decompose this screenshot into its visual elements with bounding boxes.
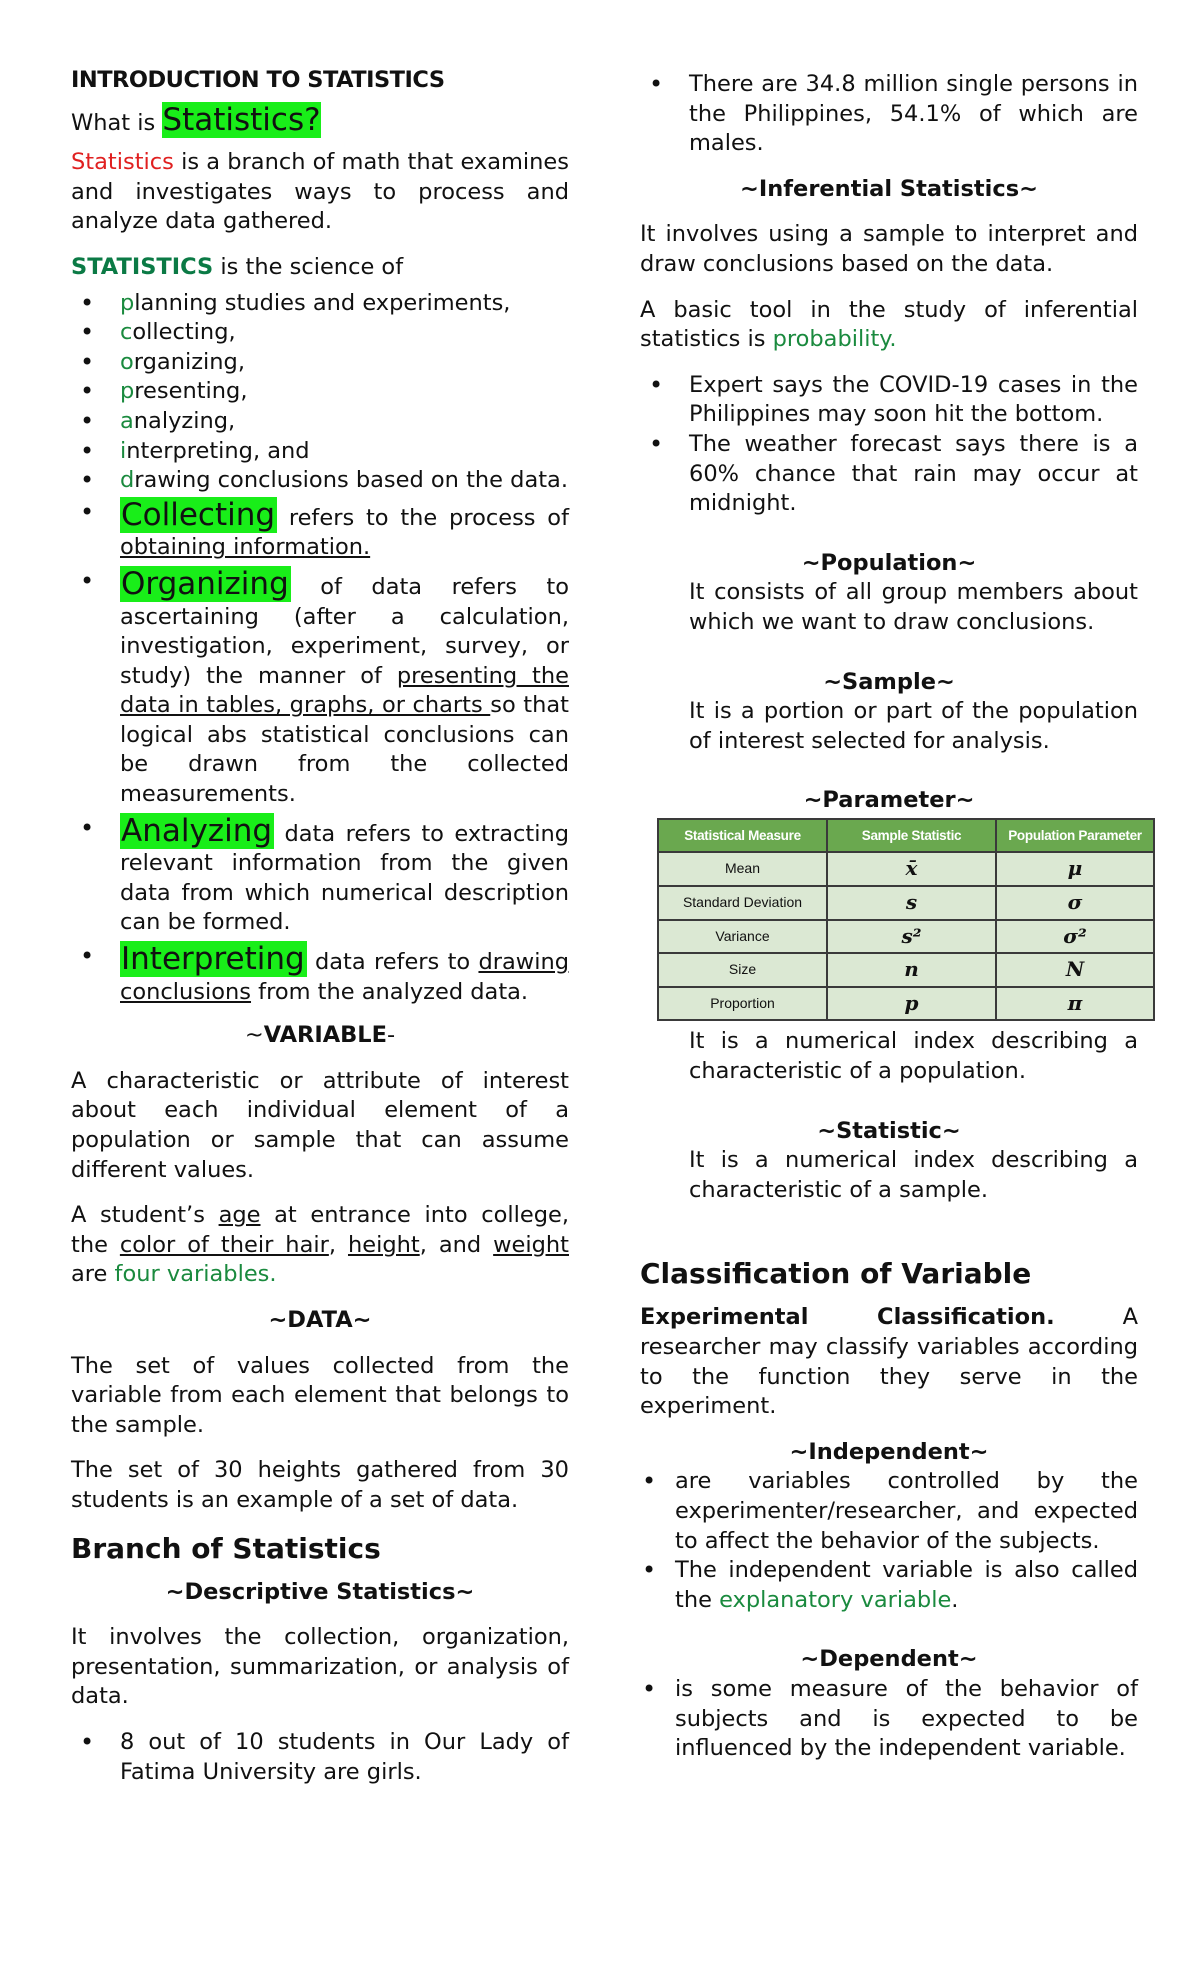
data-example: The set of 30 heights gathered from 30 students is an example of a set of data. [71, 1457, 569, 1513]
table-cell: p [827, 987, 996, 1021]
interpreting-item [71, 942, 569, 1007]
document-title: INTRODUCTION TO STATISTICS [71, 67, 445, 93]
item-text: ollecting, [132, 319, 236, 346]
list-item: • The weather forecast says there is a 60% chance that rain may occur at midnight. [640, 430, 1138, 519]
table-row [658, 886, 1154, 920]
interpreting-text: data refers to [306, 949, 479, 976]
what-is-line [71, 101, 569, 139]
example-text: , and [419, 1231, 494, 1258]
list-item: • Expert says the COVID-19 cases in the Philippines may soon hit the bottom. [640, 371, 1138, 430]
collecting-item [71, 498, 569, 563]
header-statistical-measure: Statistical Measure [658, 819, 827, 853]
variable-definition: A characteristic or attribute of interest about each individual element of a population or sample that can assume different values. [71, 1067, 569, 1183]
population-heading: ~Population~ [801, 549, 977, 576]
inferential-heading: ~Inferential Statistics~ [740, 175, 1038, 202]
heading-prefix: ~ [244, 1022, 264, 1049]
experimental-classification [640, 1303, 1138, 1421]
independent-also-text: The independent variable is also called the [675, 1557, 1138, 1613]
dependent-list [640, 1675, 1138, 1764]
table-cell: μ [996, 852, 1154, 886]
organizing-term: Organizing [121, 565, 289, 602]
example-text: at entrance into college, the [71, 1202, 569, 1258]
sample-heading: ~Sample~ [823, 668, 955, 695]
experimental-bold: Experimental Classification. [640, 1304, 1055, 1331]
table-cell: Variance [658, 920, 827, 954]
inferential-tool-green: probability. [772, 326, 897, 353]
list-item [71, 377, 569, 407]
table-cell: N [996, 953, 1154, 987]
branch-heading: Branch of Statistics [71, 1531, 381, 1565]
example-color: color of their hair [119, 1231, 329, 1258]
table-cell: π [996, 987, 1154, 1021]
initial-letter: o [120, 348, 134, 375]
population-text: It consists of all group members about which we want to draw conclusions. [689, 579, 1138, 635]
example-height: height [347, 1231, 420, 1258]
organizing-text: of data refers to ascertaining (after a calculation, investigation, experiment, survey, or study) the manner of [120, 573, 569, 689]
table-cell: s² [827, 920, 996, 954]
heading-suffix: - [387, 1022, 396, 1049]
what-is-prefix: What is [71, 109, 163, 136]
table-row [658, 987, 1154, 1021]
example-green: four variables. [114, 1261, 277, 1288]
what-is-highlight: Statistics? [162, 101, 321, 138]
header-population-parameter: Population Parameter [996, 819, 1154, 853]
parameter-heading: ~Parameter~ [803, 787, 975, 814]
header-sample-statistic: Sample Statistic [827, 819, 996, 853]
inferential-text: It involves using a sample to interpret and draw conclusions based on the data. [640, 221, 1138, 277]
experimental-text: A researcher may classify variables according to the function they serve in the experiment. [640, 1304, 1138, 1420]
statistics-term: Statistics [71, 149, 174, 176]
sample-text: It is a portion or part of the population of interest selected for analysis. [689, 698, 1138, 754]
list-item [71, 289, 569, 319]
list-item: • is some measure of the behavior of subjects and is expected to be influenced by the independent variable. [640, 1675, 1138, 1764]
table-cell: x̄ [827, 852, 996, 886]
table-row [658, 852, 1154, 886]
item-text: nterpreting, and [126, 437, 310, 464]
table-cell: s [827, 886, 996, 920]
interpreting-term: Interpreting [121, 941, 305, 978]
science-line [71, 253, 569, 283]
variable-heading-text: VARIABLE [263, 1022, 387, 1049]
example-text: , [328, 1231, 348, 1258]
example-weight: weight [493, 1231, 569, 1258]
descriptive-examples-cont [640, 70, 1138, 159]
dependent-heading: ~Dependent~ [800, 1646, 978, 1673]
list-item [640, 1556, 1138, 1615]
variable-heading [71, 1021, 569, 1051]
table-cell: σ² [996, 920, 1154, 954]
left-column [71, 66, 569, 1787]
initial-letter: a [120, 407, 134, 434]
initial-letter: p [120, 378, 135, 405]
descriptive-text: It involves the collection, organization, presentation, summarization, or analysis of data. [71, 1624, 569, 1710]
table-cell: Proportion [658, 987, 827, 1021]
analyzing-text: data refers to extracting relevant information from the given data from which numerical description can be formed. [120, 820, 569, 936]
table-cell: Size [658, 953, 827, 987]
statistics-definition-text: is a branch of math that examines and investigates ways to process and analyze data gathered. [71, 149, 569, 235]
table-row [658, 953, 1154, 987]
science-term: STATISTICS [71, 253, 214, 280]
initial-letter: c [120, 319, 133, 346]
list-item [71, 466, 569, 496]
inferential-tool [640, 296, 1138, 355]
example-text: are [71, 1261, 115, 1288]
initial-letter: p [120, 289, 135, 316]
analyzing-term: Analyzing [121, 812, 273, 849]
list-item [71, 437, 569, 467]
item-text: lanning studies and experiments, [134, 289, 511, 316]
parameter-text: It is a numerical index describing a characteristic of a population. [689, 1028, 1138, 1085]
classification-heading: Classification of Variable [640, 1257, 1032, 1291]
table-cell: n [827, 953, 996, 987]
variable-example [71, 1201, 569, 1290]
initial-letter: i [120, 437, 127, 464]
organizing-text-end: so that logical abs statistical conclusions can be drawn from the collected measurements. [120, 692, 569, 808]
list-item: • 8 out of 10 students in Our Lady of Fatima University are girls. [71, 1728, 569, 1787]
organizing-underlined: presenting the data in tables, graphs, or charts [120, 662, 569, 719]
descriptive-examples [71, 1728, 569, 1787]
item-text: rawing conclusions based on the data. [134, 467, 568, 494]
example-text: A student’s [71, 1202, 219, 1229]
example-age: age [218, 1202, 261, 1229]
initial-letter: d [120, 467, 135, 494]
list-item: • are variables controlled by the experimenter/researcher, and expected to affect the behavior of the subjects. [640, 1467, 1138, 1556]
data-definition: The set of values collected from the variable from each element that belongs to the sample. [71, 1352, 569, 1438]
collecting-text: refers to the process of [277, 504, 569, 531]
item-text: rganizing, [133, 348, 245, 375]
list-item [71, 348, 569, 378]
independent-heading: ~Independent~ [789, 1438, 989, 1465]
analyzing-item [71, 814, 569, 938]
table-row [658, 920, 1154, 954]
science-text: is the science of [213, 253, 404, 280]
science-list [71, 289, 569, 1008]
collecting-term: Collecting [121, 496, 276, 533]
organizing-item [71, 567, 569, 810]
data-heading: ~DATA~ [268, 1306, 372, 1333]
table-header-row [658, 819, 1154, 853]
list-item: • There are 34.8 million single persons in the Philippines, 54.1% of which are males. [640, 70, 1138, 159]
table-cell: σ [996, 886, 1154, 920]
statistic-heading: ~Statistic~ [817, 1117, 961, 1144]
right-column [640, 70, 1142, 1764]
statistic-text: It is a numerical index describing a characteristic of a sample. [689, 1147, 1138, 1203]
list-item [71, 407, 569, 437]
statistics-definition [71, 148, 569, 237]
list-item [71, 318, 569, 348]
table-cell: Standard Deviation [658, 886, 827, 920]
collecting-underlined: obtaining information. [120, 534, 371, 561]
descriptive-heading: ~Descriptive Statistics~ [165, 1578, 475, 1605]
independent-also-end: . [951, 1586, 959, 1613]
item-text: resenting, [134, 378, 248, 405]
parameter-table [657, 818, 1155, 1022]
item-text: nalyzing, [133, 407, 236, 434]
inferential-examples [640, 371, 1138, 519]
independent-list [640, 1467, 1138, 1615]
explanatory-variable-term: explanatory variable [719, 1586, 952, 1613]
table-cell: Mean [658, 852, 827, 886]
inferential-tool-text: A basic tool in the study of inferential statistics is [640, 296, 1138, 353]
interpreting-text-end: from the analyzed data. [251, 978, 529, 1005]
interpreting-underlined: drawing conclusions [120, 949, 569, 1005]
